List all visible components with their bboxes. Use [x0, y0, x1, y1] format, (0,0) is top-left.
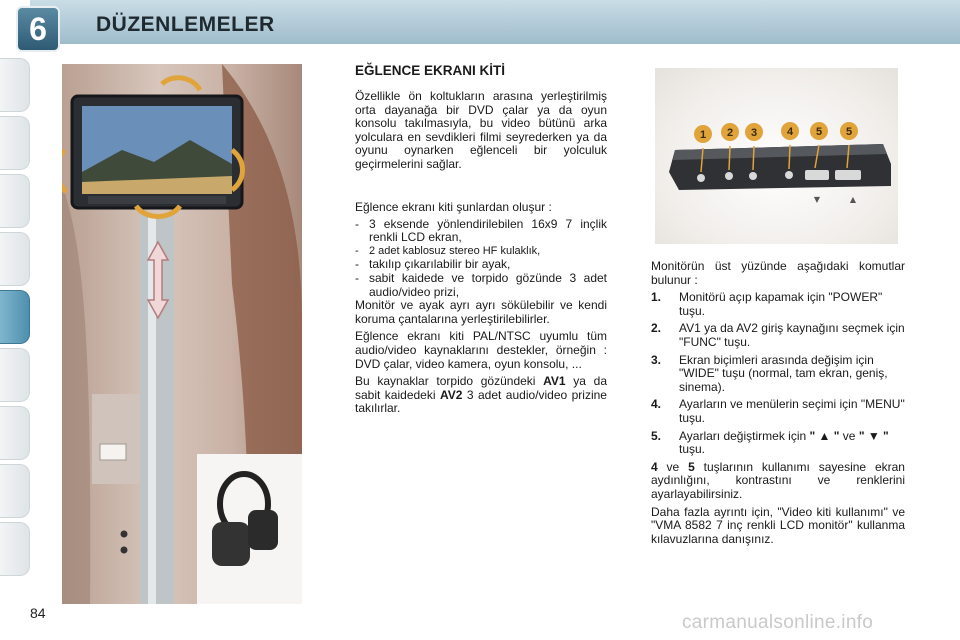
arrow-up-icon: ▲: [849, 195, 857, 204]
chapter-tab-9[interactable]: [0, 464, 30, 518]
chapter-tab-4[interactable]: [0, 232, 30, 286]
arrow-down-icon: ▼: [813, 195, 821, 204]
callout-1: 1: [699, 129, 707, 141]
kit-item: - takılıp çıkarılabilir bir ayak,: [355, 257, 511, 272]
kit-contents: [355, 201, 607, 416]
chapter-tab-10[interactable]: [0, 522, 30, 576]
callout-5b: 5: [845, 126, 853, 138]
page-number: 84: [30, 605, 46, 621]
control-item: 2. AV1 ya da AV2 giriş kaynağını seçmek için "FUNC" tuşu.: [651, 321, 905, 349]
kit-item: - 2 adet kablosuz stereo HF kulaklık,: [355, 244, 541, 257]
kit-item: - 3 eksende yönlendirilebilen 16x9 7 inçlik renkli LCD ekran,: [355, 216, 607, 245]
section-title: EĞLENCE EKRANI KİTİ: [355, 63, 506, 78]
chapter-badge: 6: [16, 6, 60, 52]
entertainment-kit-illustration: [62, 64, 302, 604]
monitor-controls-illustration: [655, 68, 898, 244]
brightness-note: 4 ve 5 tuşlarının kullanımı sayesine ekran aydınlığını, kontrastını ve renklerini ayarlayabilirsiniz.: [651, 459, 905, 501]
kit-lead: Eğlence ekranı kiti şunlardan oluşur :: [355, 200, 552, 214]
chapter-tab-8[interactable]: [0, 406, 30, 460]
controls-description: [651, 260, 905, 546]
watermark: carmanualsonline.info: [682, 612, 874, 633]
sockets-note: Bu kaynaklar torpido gözündeki AV1 ya da sabit kaidedeki AV2 3 adet audio/video prizine takılırlar.: [355, 374, 607, 416]
more-info-note: Daha fazla ayrıntı için, "Video kiti kullanımı" ve "VMA 8582 7 inç renkli LCD monitör" kullanma kılavuzlarına danışınız.: [651, 504, 905, 546]
control-item: 5. Ayarları değiştirmek için " ▲ " ve " ▼ " tuşu.: [651, 428, 889, 457]
page-title: DÜZENLEMELER: [96, 13, 275, 36]
compatibility-note: Eğlence ekranı kiti PAL/NTSC uyumlu tüm audio/video kaynaklarını destekler, örneğin : DVD çalar, video kamera, oyun konsolu, ...: [355, 329, 607, 371]
intro-paragraph: [355, 90, 607, 172]
monitor-top-photo: [655, 68, 898, 244]
callout-2: 2: [726, 127, 734, 139]
control-item: 4. Ayarların ve menülerin seçimi için "MENU" tuşu.: [651, 397, 905, 425]
removable-note: Monitör ve ayak ayrı ayrı sökülebilir ve kendi koruma çantalarına yerleştirilebilirler.: [355, 298, 607, 326]
control-item: 1. Monitörü açıp kapamak için "POWER" tuşu.: [651, 290, 883, 318]
entertainment-kit-photo: [62, 64, 302, 604]
callout-4: 4: [786, 126, 794, 138]
chapter-tab-6-active[interactable]: [0, 290, 30, 344]
chapter-tab-7[interactable]: [0, 348, 30, 402]
chapter-tab-3[interactable]: [0, 174, 30, 228]
kit-item: - sabit kaidede ve torpido gözünde 3 adet audio/video prizi,: [355, 270, 607, 299]
chapter-tabs: [0, 58, 34, 578]
callout-3: 3: [750, 127, 758, 139]
callout-5a: 5: [815, 126, 823, 138]
controls-lead: Monitörün üst yüzünde aşağıdaki komutlar bulunur :: [651, 259, 905, 287]
control-item: 3. Ekran biçimleri arasında değişim için "WIDE" tuşu (normal, tam ekran, geniş, sinema).: [651, 352, 888, 394]
chapter-tab-2[interactable]: [0, 116, 30, 170]
monitor-callouts: [694, 122, 858, 143]
intro-text: Özellikle ön koltukların arasına yerleştirilmiş orta dayanağa bir DVD çalar ya da oyun konsolu takılmasıyla, bu video bütünü arka yolculara en sevdikleri filmi seyrederken ya da oyunu oynarken eğlenceli bir yolculuk geçirmelerini sağlar.: [355, 89, 607, 171]
chapter-tab-1[interactable]: [0, 58, 30, 112]
